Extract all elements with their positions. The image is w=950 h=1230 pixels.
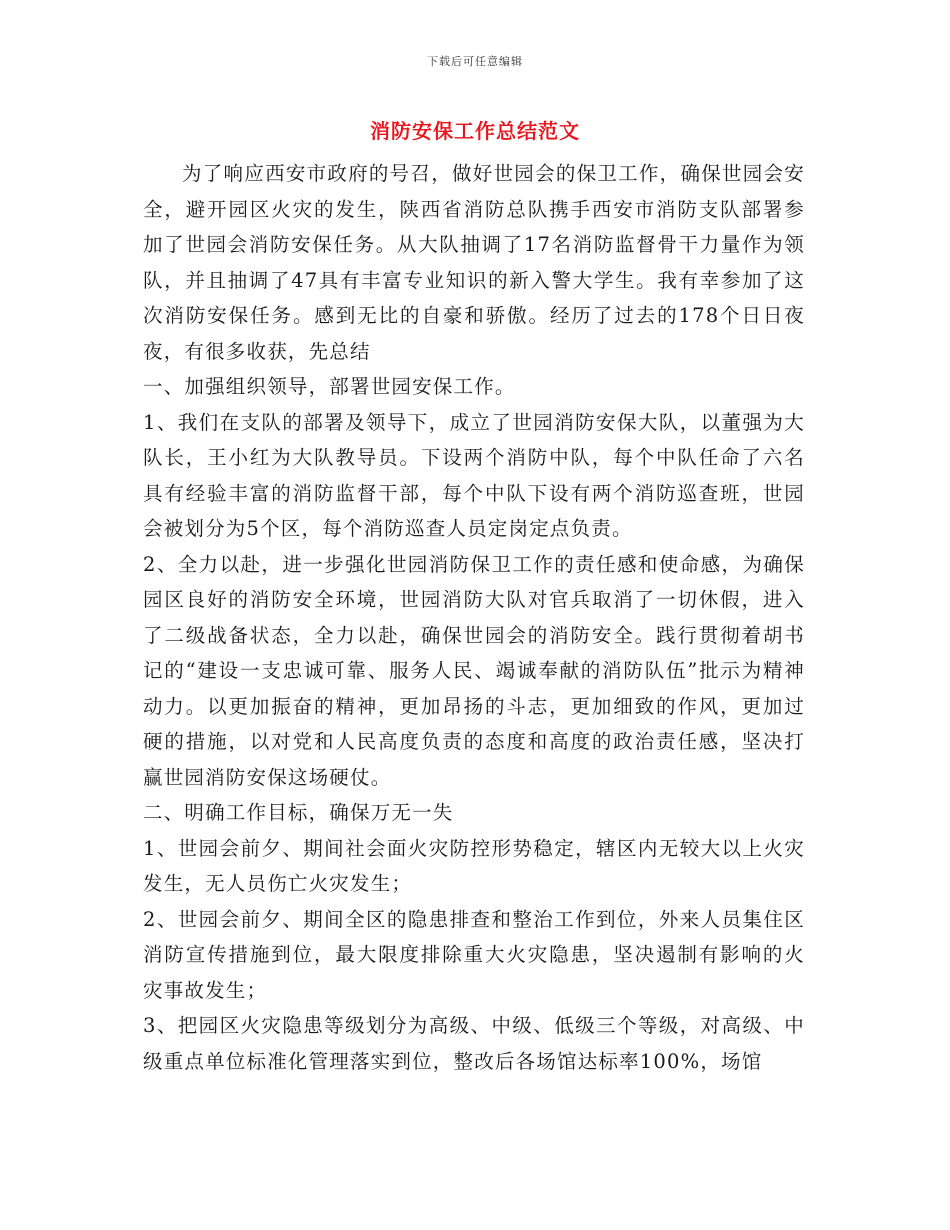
paragraph-1-2: 2、全力以赴，进一步强化世园消防保卫工作的责任感和使命感，为确保园区良好的消防安全环境，世园消防大队对官兵取消了一切休假，进入了二级战备状态，全力以赴，确保世园会的消防安全。践行贯彻着胡书记的“建设一支忠诚可靠、服务人民、竭诚奉献的消防队伍”批示为精神动力。以更加振奋的精神，更加昂扬的斗志，更加细致的作风，更加过硬的措施，以对党和人民高度负责的态度和高度的政治责任感，坚决打赢世园消防安保这场硬仗。 [143, 552, 805, 789]
paragraph-intro: 为了响应西安市政府的号召，做好世园会的保卫工作，确保世园会安全，避开园区火灾的发生，陕西省消防总队携手西安市消防支队部署参加了世园会消防安保任务。从大队抽调了17名消防监督骨干力量作为领队，并且抽调了47具有丰富专业知识的新入警大学生。我有幸参加了这次消防安保任务。感到无比的自豪和骄傲。经历了过去的178个日日夜夜，有很多收获，先总结 [143, 162, 805, 363]
header-note: 下载后可任意编辑 [427, 55, 523, 68]
section-heading-1: 一、加强组织领导，部署世园安保工作。 [143, 375, 516, 398]
paragraph-2-2: 2、世园会前夕、期间全区的隐患排查和整治工作到位，外来人员集住区消防宣传措施到位，最大限度排除重大火灾隐患，坚决遏制有影响的火灾事故发生； [143, 907, 805, 1002]
section-heading-2: 二、明确工作目标，确保万无一失 [143, 801, 454, 824]
paragraph-2-1: 1、世园会前夕、期间社会面火灾防控形势稳定，辖区内无较大以上火灾发生，无人员伤亡火灾发生； [143, 836, 805, 895]
document-title: 消防安保工作总结范文 [370, 119, 580, 143]
paragraph-1-1: 1、我们在支队的部署及领导下，成立了世园消防安保大队，以董强为大队长，王小红为大队教导员。下设两个消防中队，每个中队任命了六名具有经验丰富的消防监督干部，每个中队下设有两个消防巡查班，世园会被划分为5个区，每个消防巡查人员定岗定点负责。 [143, 410, 805, 540]
paragraph-2-3: 3、把园区火灾隐患等级划分为高级、中级、低级三个等级，对高级、中级重点单位标准化管理落实到位，整改后各场馆达标率100%，场馆 [143, 1014, 805, 1073]
document-body [143, 156, 805, 1079]
